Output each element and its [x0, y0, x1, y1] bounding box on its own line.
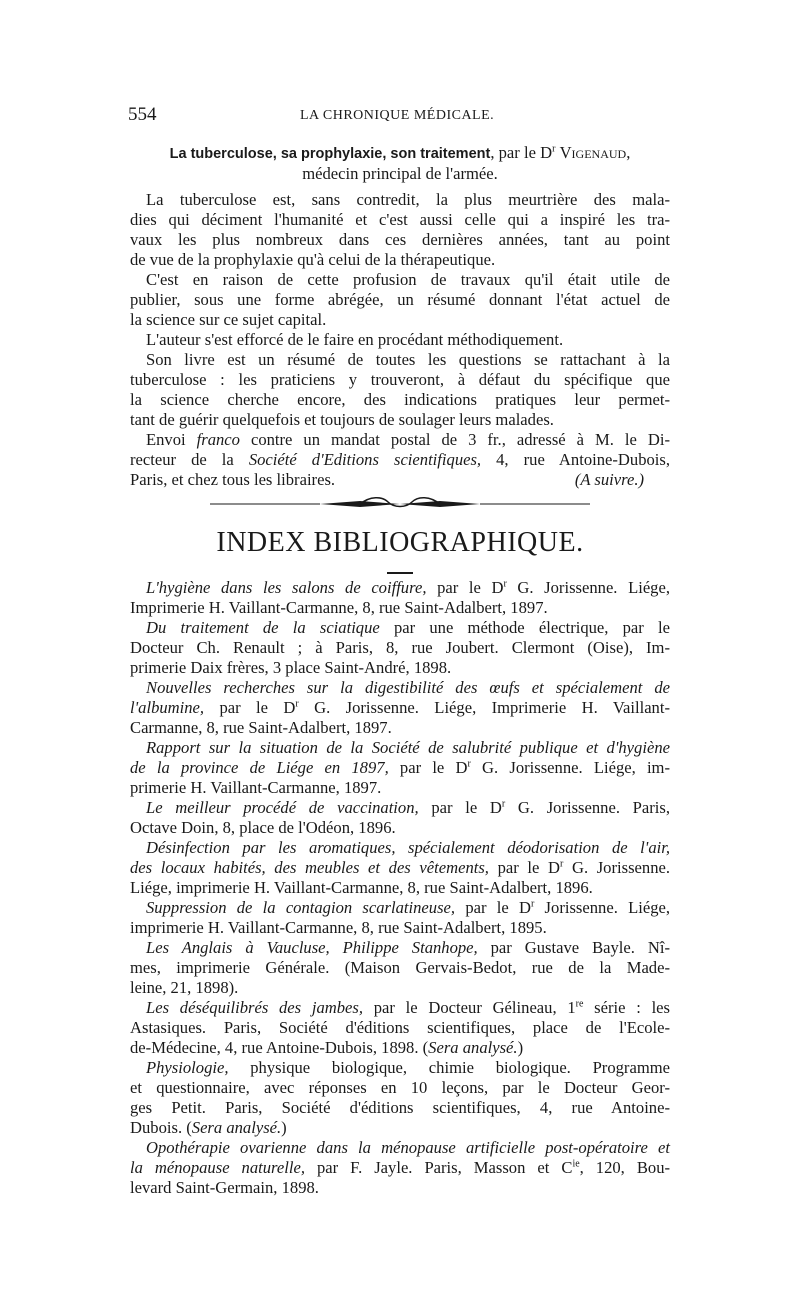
bib-entry-line	[130, 778, 670, 798]
review-book-title: La tuberculose, sa prophylaxie, son traitement	[169, 146, 491, 162]
bib-entry-line	[130, 958, 670, 978]
bib-text: par le D	[488, 858, 560, 877]
bib-entry-line	[130, 598, 670, 618]
bib-title-text: Opothérapie ovarienne dans la ménopause artificielle post-opératoire et	[146, 1138, 670, 1157]
title-dash	[387, 572, 413, 574]
bib-text: G. Jorissenne. Paris,	[505, 798, 670, 817]
bib-entry-line	[130, 718, 670, 738]
bib-entry-line	[130, 758, 670, 778]
bib-title-text: Les Anglais à Vaucluse, Philippe Stanhope,	[146, 938, 478, 957]
bib-text: r	[503, 578, 507, 590]
bib-text: r	[560, 858, 564, 870]
bib-text: Octave Doin, 8, place de l'Odéon, 1896.	[130, 818, 396, 837]
index-title: INDEX BIBLIOGRAPHIQUE.	[216, 527, 584, 558]
ornament-divider	[200, 492, 600, 516]
bib-text: par une méthode électrique, par le	[379, 618, 670, 637]
bib-text: imprimerie H. Vaillant-Carmanne, 8, rue Saint-Adalbert, 1895.	[130, 918, 547, 937]
bib-text: Imprimerie H. Vaillant-Carmanne, 8, rue Saint-Adalbert, 1897.	[130, 598, 548, 617]
bib-entry-start	[130, 678, 670, 698]
bib-entry-start	[130, 898, 670, 918]
bib-title-text: Les déséquilibrés des jambes,	[146, 998, 364, 1017]
bib-text: , 120, Bou-	[579, 1158, 671, 1177]
bib-text: r	[530, 898, 535, 910]
bib-text: par F. Jayle. Paris, Masson et C	[305, 1158, 573, 1177]
bib-entry-line	[130, 878, 670, 898]
review-heading	[130, 143, 670, 164]
bib-title-text: l'albumine,	[130, 698, 205, 717]
bib-entry-start	[130, 938, 670, 958]
bib-text: et questionnaire, avec réponses en 10 leçons, par le Docteur Geor-	[130, 1078, 670, 1097]
bib-entry-line	[130, 698, 670, 718]
bib-entry-line	[130, 858, 670, 878]
bib-title-text: la ménopause naturelle,	[130, 1158, 305, 1177]
bib-text: leine, 21, 1898).	[130, 978, 239, 997]
bib-text: G. Jorissenne. Liége, Imprimerie H. Vaillant-	[298, 698, 670, 717]
review-envoi-1	[130, 430, 670, 450]
bib-text: Liége, imprimerie H. Vaillant-Carmanne, 8, rue Saint-Adalbert, 1896.	[130, 878, 593, 897]
bib-entry-line	[130, 658, 670, 678]
bib-text: levard Saint-Germain, 1898.	[130, 1178, 319, 1197]
book-review	[130, 143, 670, 490]
bib-text: ie	[572, 1158, 580, 1170]
review-author-title: médecin principal de l'armée.	[302, 164, 498, 183]
bib-entry-start	[130, 578, 670, 598]
review-line: publier, sous une forme abrégée, un résumé donnant l'état actuel de	[130, 290, 670, 309]
bib-entry-start	[130, 738, 670, 758]
bib-entry-start	[130, 798, 670, 818]
bib-entry-line	[130, 1098, 670, 1118]
bib-text: série : les	[583, 998, 671, 1017]
envoi-text-a: Envoi	[146, 430, 197, 449]
review-author: Vigenaud,	[559, 143, 631, 162]
envoi2-text-a: recteur de la	[130, 450, 249, 469]
review-line: dies qui déciment l'humanité et c'est aussi celle qui a inspiré les tra-	[130, 210, 670, 229]
page-header	[128, 104, 668, 134]
bib-text: mes, imprimerie Générale. (Maison Gervais-Bedot, rue de la Made-	[130, 958, 670, 977]
bib-title-text: Sera analysé.	[191, 1118, 282, 1137]
bib-title-text: Physiologie,	[146, 1058, 229, 1077]
bib-text: par le D	[418, 798, 502, 817]
bib-entry-line	[130, 818, 670, 838]
to-be-continued: (A suivre.)	[574, 470, 644, 489]
bib-text: ges Petit. Paris, Société d'éditions scientifiques, 4, rue Antoine-	[130, 1098, 670, 1117]
running-title: LA CHRONIQUE MÉDICALE.	[300, 108, 495, 123]
bib-text: re	[575, 998, 584, 1010]
bib-text: r	[501, 798, 506, 810]
bib-text: Jorissenne. Liége,	[534, 898, 671, 917]
bib-entry-line	[130, 978, 670, 998]
bib-entry-start	[130, 1138, 670, 1158]
review-envoi-3	[130, 470, 670, 490]
bib-entry-line	[130, 638, 670, 658]
review-envoi-2	[130, 450, 670, 470]
bib-text: Dubois. (	[130, 1118, 192, 1137]
bib-text: r	[467, 758, 471, 770]
bib-title-text: Suppression de la contagion scarlatineuse,	[146, 898, 456, 917]
bib-entry-line	[130, 1078, 670, 1098]
bib-text: par Gustave Bayle. Nî-	[477, 938, 670, 957]
bib-text: par le D	[388, 758, 468, 777]
bib-text: G. Jorissenne.	[563, 858, 671, 877]
bib-text: G. Jorissenne. Liége, im-	[470, 758, 670, 777]
bibliography-index	[130, 578, 670, 1198]
review-body	[130, 190, 670, 430]
bib-text: physique biologique, chimie biologique. Programme	[228, 1058, 670, 1077]
bib-entry-line	[130, 1178, 670, 1198]
bib-title-text: Nouvelles recherches sur la digestibilité des œufs et spécialement de	[146, 678, 670, 697]
bib-text: primerie H. Vaillant-Carmanne, 1897.	[130, 778, 382, 797]
bib-title-text: de la province de Liége en 1897,	[130, 758, 389, 777]
review-line: tant de guérir quelquefois et toujours de soulager leurs malades.	[130, 410, 554, 429]
bib-entry-line	[130, 918, 670, 938]
review-by: , par le D	[490, 143, 553, 162]
review-line: tuberculose : les praticiens y trouveront, à défaut du spécifique que	[130, 370, 670, 389]
review-line: La tuberculose est, sans contredit, la plus meurtrière des mala-	[146, 190, 670, 209]
envoi2-text-b: 4, rue Antoine-Dubois,	[481, 450, 671, 469]
bib-entry-line	[130, 1118, 670, 1138]
bib-title-text: Le meilleur procédé de vaccination,	[146, 798, 419, 817]
bib-entry-start	[130, 618, 670, 638]
bib-title-text: Du traitement de la sciatique	[146, 618, 380, 637]
bib-entry-line	[130, 1018, 670, 1038]
bib-title-text: des locaux habités, des meubles et des vêtements,	[130, 858, 489, 877]
review-line: vaux les plus nombreux dans ces dernières années, tant au point	[130, 230, 670, 249]
bib-entry-start	[130, 998, 670, 1018]
envoi-text-b: contre un mandat postal de 3 fr., adressé à M. le Di-	[239, 430, 670, 449]
envoi-franco: franco	[196, 430, 240, 449]
review-line: C'est en raison de cette profusion de travaux qu'il était utile de	[146, 270, 670, 289]
bib-text: r	[295, 698, 299, 710]
review-line: Son livre est un résumé de toutes les questions se rattachant à la	[146, 350, 670, 369]
page-number: 554	[128, 104, 157, 125]
bib-entry-line	[130, 1158, 670, 1178]
review-line: la science sur ce sujet capital.	[130, 310, 327, 329]
bib-text: )	[281, 1118, 287, 1137]
bib-entry-start	[130, 838, 670, 858]
bib-text: par le D	[204, 698, 296, 717]
bib-entry-start	[130, 1058, 670, 1078]
bib-text: par le D	[426, 578, 504, 597]
envoi3-text: Paris, et chez tous les libraires.	[130, 470, 336, 489]
bib-title-text: Rapport sur la situation de la Société de salubrité publique et d'hygiène	[146, 738, 670, 757]
review-line: la science cherche encore, des indications pratiques leur permet-	[130, 390, 670, 409]
bib-text: primerie Daix frères, 3 place Saint-André, 1898.	[130, 658, 452, 677]
bib-text: par le D	[455, 898, 531, 917]
bib-text: G. Jorissenne. Liége,	[506, 578, 670, 597]
review-line: de vue de la prophylaxie qu'à celui de la thérapeutique.	[130, 250, 496, 269]
bib-entry-line	[130, 1038, 670, 1058]
bib-title-text: Sera analysé.	[428, 1038, 518, 1057]
review-line: L'auteur s'est efforcé de le faire en procédant méthodiquement.	[146, 330, 564, 349]
bib-title-text: Désinfection par les aromatiques, spécialement déodorisation de l'air,	[146, 838, 670, 857]
review-sup: r	[552, 143, 556, 155]
bib-text: Astasiques. Paris, Société d'éditions scientifiques, place de l'Ecole-	[130, 1018, 670, 1037]
envoi2-publisher: Société d'Editions scientifiques,	[248, 450, 482, 469]
bib-text: )	[517, 1038, 524, 1057]
bib-text: par le Docteur Gélineau, 1	[363, 998, 576, 1017]
bib-text: Docteur Ch. Renault ; à Paris, 8, rue Joubert. Clermont (Oise), Im-	[130, 638, 670, 657]
bib-text: de-Médecine, 4, rue Antoine-Dubois, 1898. (	[130, 1038, 429, 1057]
bib-title-text: L'hygiène dans les salons de coiffure,	[146, 578, 427, 597]
bib-text: Carmanne, 8, rue Saint-Adalbert, 1897.	[130, 718, 392, 737]
